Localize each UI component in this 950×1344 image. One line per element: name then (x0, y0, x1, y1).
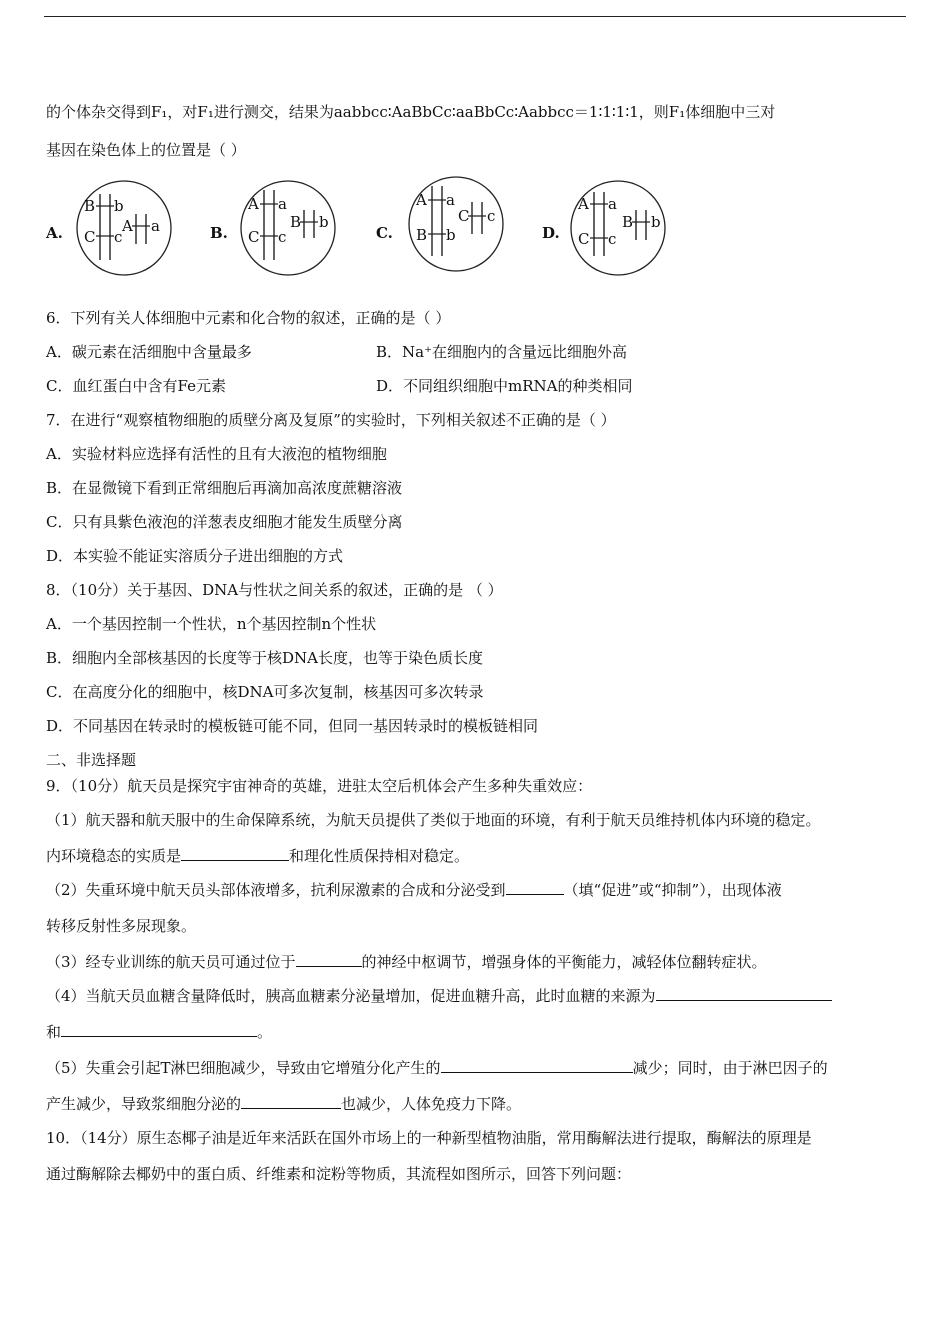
q9-part5-line2 (46, 1094, 521, 1114)
text-segment: （3）经专业训练的航天员可通过位于 (46, 953, 296, 971)
q8-option-a[interactable]: A．一个基因控制一个性状，n个基因控制n个性状 (46, 615, 377, 633)
q7-option-a[interactable]: A．实验材料应选择有活性的且有大液泡的植物细胞 (46, 445, 387, 463)
option-letter: B. (210, 224, 228, 242)
answer-blank[interactable] (61, 1022, 257, 1037)
q8-option-b[interactable]: B．细胞内全部核基因的长度等于核DNA长度，也等于染色质长度 (46, 649, 484, 667)
q10-stem-line1: 10．（14分）原生态椰子油是近年来活跃在国外市场上的一种新型植物油脂，常用酶解法进行提取，酶解法的原理是 (46, 1129, 812, 1147)
answer-blank[interactable] (441, 1058, 633, 1073)
gene-label: B (290, 213, 302, 231)
text-segment: （2）失重环境中航天员头部体液增多，抗利尿激素的合成和分泌受到 (46, 881, 506, 899)
answer-blank[interactable] (241, 1094, 341, 1109)
gene-label: b (446, 226, 456, 244)
chromosome-cell-diagram-a (72, 176, 178, 282)
gene-label: C (578, 230, 590, 248)
q8-option-d[interactable]: D．不同基因在转录时的模板链可能不同，但同一基因转录时的模板链相同 (46, 717, 539, 735)
q7-option-b[interactable]: B．在显微镜下看到正常细胞后再滴加高浓度蔗糖溶液 (46, 479, 403, 497)
text-segment: 产生减少，导致浆细胞分泌的 (46, 1095, 242, 1113)
q6-option-d[interactable]: D．不同组织细胞中mRNA的种类相同 (376, 377, 633, 395)
text-segment: 和理化性质保持相对稳定。 (289, 847, 470, 865)
text-segment: 减少；同时，由于淋巴因子的 (632, 1059, 828, 1077)
chromosome-cell-diagram-b (236, 176, 342, 282)
q8-stem: 8．（10分）关于基因、DNA与性状之间关系的叙述，正确的是 （ ） (46, 581, 503, 599)
gene-label: c (487, 207, 496, 225)
text-segment: （4）当航天员血糖含量降低时，胰高血糖素分泌量增加，促进血糖升高，此时血糖的来源为 (46, 987, 656, 1005)
gene-label: A (248, 195, 259, 213)
answer-blank[interactable] (506, 880, 564, 895)
gene-label: B (416, 226, 428, 244)
q7-stem: 7．在进行“观察植物细胞的质壁分离及复原”的实验时，下列相关叙述不正确的是（ ） (46, 411, 616, 429)
gene-label: A (578, 195, 589, 213)
option-letter: C. (376, 224, 393, 242)
gene-label: b (319, 213, 329, 231)
gene-label: b (651, 213, 661, 231)
q5-stem-line2: 基因在染色体上的位置是（ ） (46, 141, 246, 159)
text-segment: 和 (46, 1023, 62, 1041)
answer-blank[interactable] (656, 986, 832, 1001)
gene-label: c (278, 228, 287, 246)
gene-label: a (151, 217, 160, 235)
q9-part2-line2: 转移反射性多尿现象。 (46, 917, 197, 935)
gene-label: c (608, 230, 617, 248)
q9-part4-line2 (46, 1022, 272, 1042)
text-segment: 的神经中枢调节，增强身体的平衡能力，减轻体位翻转症状。 (361, 953, 767, 971)
gene-label: c (114, 228, 123, 246)
gene-label: C (84, 228, 96, 246)
gene-label: A (416, 191, 427, 209)
gene-label: A (122, 217, 133, 235)
q7-option-d[interactable]: D．本实验不能证实溶质分子进出细胞的方式 (46, 547, 344, 565)
q7-option-c[interactable]: C．只有具紫色液泡的洋葱表皮细胞才能发生质壁分离 (46, 513, 403, 531)
gene-label: B (622, 213, 634, 231)
q9-part3 (46, 952, 767, 972)
text-segment: 也减少，人体免疫力下降。 (341, 1095, 522, 1113)
answer-blank[interactable] (296, 952, 362, 967)
gene-label: C (458, 207, 470, 225)
option-letter: A. (46, 224, 63, 242)
q9-part4-line1 (46, 986, 832, 1006)
answer-blank[interactable] (181, 846, 289, 861)
q6-option-c[interactable]: C．血红蛋白中含有Fe元素 (46, 377, 226, 395)
q6-option-a[interactable]: A．碳元素在活细胞中含量最多 (46, 343, 252, 361)
gene-label: a (278, 195, 287, 213)
q9-part2-line1 (46, 880, 782, 900)
gene-label: a (608, 195, 617, 213)
q5-stem-line1: 的个体杂交得到F₁，对F₁进行测交，结果为aabbcc∶AaBbCc∶aaBbCc∶Aabbcc＝1∶1∶1∶1，则F₁体细胞中三对 (46, 103, 776, 121)
text-segment: 。 (257, 1023, 273, 1041)
text-segment: 内环境稳态的实质是 (46, 847, 182, 865)
gene-label: C (248, 228, 260, 246)
q5-options (46, 172, 746, 282)
q6-option-b[interactable]: B．Na⁺在细胞内的含量远比细胞外高 (376, 343, 628, 361)
q9-part5-line1 (46, 1058, 828, 1078)
chromosome-cell-diagram-c (404, 172, 510, 278)
chromosome-cell-diagram-d (566, 176, 672, 282)
q9-part1-line1: （1）航天器和航天服中的生命保障系统，为航天员提供了类似于地面的环境，有利于航天员维持机体内环境的稳定。 (46, 811, 821, 829)
gene-label: b (114, 197, 124, 215)
q6-stem: 6．下列有关人体细胞中元素和化合物的叙述，正确的是（ ） (46, 309, 451, 327)
section-heading: 二、非选择题 (46, 751, 137, 769)
q8-option-c[interactable]: C．在高度分化的细胞中，核DNA可多次复制，核基因可多次转录 (46, 683, 484, 701)
text-segment: （5）失重会引起T淋巴细胞减少，导致由它增殖分化产生的 (46, 1059, 441, 1077)
gene-label: B (84, 197, 96, 215)
text-segment: （填“促进”或“抑制”），出现体液 (563, 881, 782, 899)
option-letter: D. (542, 224, 560, 242)
gene-label: a (446, 191, 455, 209)
q10-stem-line2: 通过酶解除去椰奶中的蛋白质、纤维素和淀粉等物质，其流程如图所示，回答下列问题： (46, 1165, 632, 1183)
header-rule (44, 16, 906, 17)
q9-part1-line2 (46, 846, 469, 866)
q9-stem: 9．（10分）航天员是探究宇宙神奇的英雄，进驻太空后机体会产生多种失重效应： (46, 777, 593, 795)
